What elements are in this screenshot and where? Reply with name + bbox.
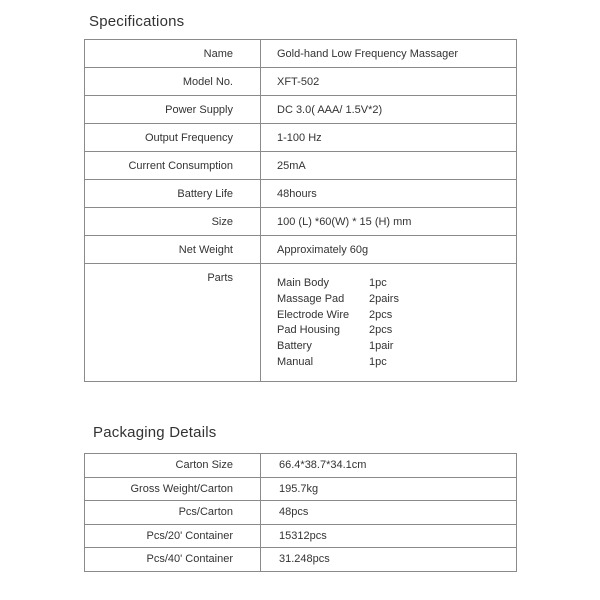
part-quantity: 2pcs <box>369 324 393 337</box>
spec-value: DC 3.0( AAA/ 1.5V*2) <box>261 96 517 124</box>
packaging-row-pcs-carton <box>85 501 517 525</box>
spec-row-model <box>85 68 517 96</box>
packaging-label: Carton Size <box>85 454 261 478</box>
packaging-value: 15312pcs <box>261 524 517 548</box>
spec-row-parts <box>85 264 517 382</box>
spec-row-output-frequency <box>85 124 517 152</box>
spec-label: Current Consumption <box>85 152 261 180</box>
spec-label: Output Frequency <box>85 124 261 152</box>
packaging-value: 195.7kg <box>261 477 517 501</box>
packaging-label: Pcs/40' Container <box>85 548 261 572</box>
spec-label: Model No. <box>85 68 261 96</box>
packaging-details-title: Packaging Details <box>93 424 217 441</box>
spec-value: 100 (L) *60(W) * 15 (H) mm <box>261 208 517 236</box>
part-quantity: 1pc <box>369 277 387 289</box>
parts-list <box>277 276 516 371</box>
packaging-table <box>84 453 517 572</box>
spec-row-size <box>85 208 517 236</box>
part-name: Pad Housing <box>277 324 340 337</box>
spec-value: 25mA <box>261 152 517 180</box>
spec-value: 1-100 Hz <box>261 124 517 152</box>
spec-label: Parts <box>85 264 261 382</box>
spec-value: XFT-502 <box>261 68 517 96</box>
specifications-table <box>84 39 517 382</box>
part-name: Battery <box>277 340 312 353</box>
spec-row-power-supply <box>85 96 517 124</box>
packaging-row-carton-size <box>85 454 517 478</box>
spec-value: Approximately 60g <box>261 236 517 264</box>
spec-label: Name <box>85 40 261 68</box>
spec-row-battery-life <box>85 180 517 208</box>
packaging-label: Gross Weight/Carton <box>85 477 261 501</box>
packaging-value: 66.4*38.7*34.1cm <box>261 454 517 478</box>
part-quantity: 2pcs <box>369 308 393 321</box>
spec-row-net-weight <box>85 236 517 264</box>
spec-value: Gold-hand Low Frequency Massager <box>261 40 517 68</box>
packaging-label: Pcs/20' Container <box>85 524 261 548</box>
spec-label: Power Supply <box>85 96 261 124</box>
spec-label: Battery Life <box>85 180 261 208</box>
part-name: Electrode Wire <box>277 308 350 321</box>
spec-value: 48hours <box>261 180 517 208</box>
spec-row-name <box>85 40 517 68</box>
packaging-value: 48pcs <box>261 501 517 525</box>
packaging-value: 31.248pcs <box>261 548 517 572</box>
spec-label: Size <box>85 208 261 236</box>
part-quantity: 1pair <box>369 340 394 353</box>
packaging-row-20ft-container <box>85 524 517 548</box>
specifications-title: Specifications <box>89 13 185 30</box>
part-name: Main Body <box>277 277 329 289</box>
part-quantity: 1pc <box>369 355 387 368</box>
part-name: Massage Pad <box>277 292 345 305</box>
part-name: Manual <box>277 355 314 368</box>
spec-row-current-consumption <box>85 152 517 180</box>
part-quantity: 2pairs <box>369 292 399 305</box>
parts-list-cell <box>261 264 517 382</box>
packaging-row-gross-weight <box>85 477 517 501</box>
packaging-row-40ft-container <box>85 548 517 572</box>
spec-label: Net Weight <box>85 236 261 264</box>
packaging-label: Pcs/Carton <box>85 501 261 525</box>
